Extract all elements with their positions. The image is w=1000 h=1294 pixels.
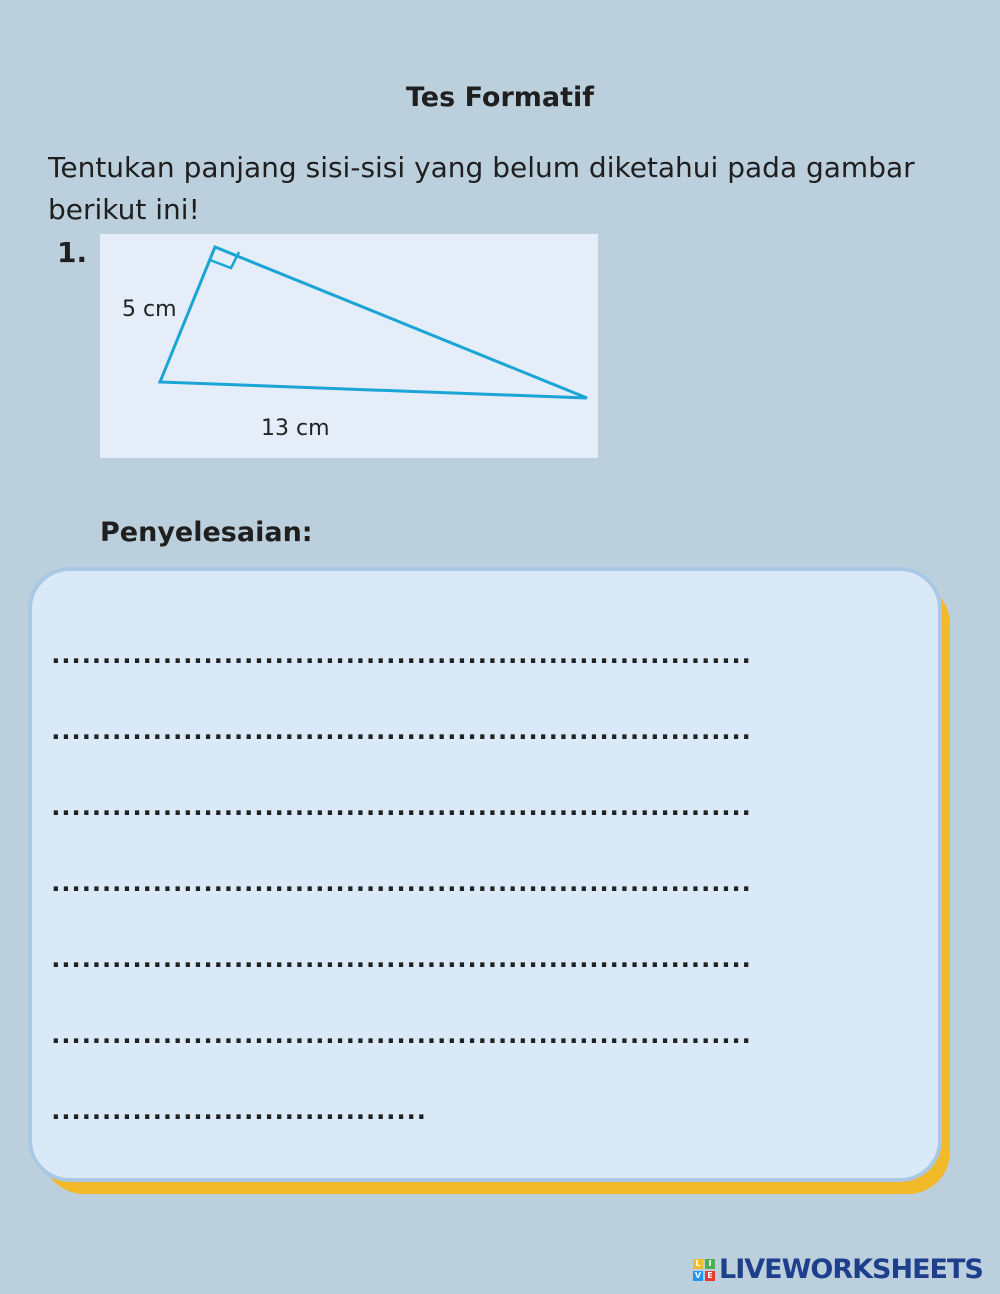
answer-line[interactable]: ..................................................................... [48,716,749,746]
answer-line[interactable]: ..................................................................... [48,868,749,898]
answer-line[interactable]: ..................................... [48,1096,424,1126]
logo-letter: L [693,1259,703,1269]
question-number: 1. [57,236,88,269]
hypotenuse-length-label: 13 cm [261,416,330,441]
side-length-label: 5 cm [122,297,177,322]
solution-heading: Penyelesaian: [100,517,313,548]
instruction-text: Tentukan panjang sisi-sisi yang belum diketahui pada gambar berikut ini! [48,151,915,226]
worksheet-title: Tes Formatif [405,82,595,113]
triangle-shape [160,247,587,398]
answer-line[interactable]: ..................................................................... [48,792,749,822]
logo-letter: V [694,1270,702,1280]
liveworksheets-logo [693,1254,983,1285]
logo-letter: I [705,1259,715,1269]
answer-line[interactable]: ..................................................................... [48,1020,749,1050]
brand-name: LIVEWORKSHEETS [719,1254,983,1285]
answer-line[interactable]: ..................................................................... [48,640,749,670]
triangle-figure [100,234,598,458]
liveworksheets-icon [693,1259,715,1281]
logo-letter: E [705,1271,715,1281]
answer-line[interactable]: ..................................................................... [48,944,749,974]
right-triangle-diagram [100,234,598,458]
